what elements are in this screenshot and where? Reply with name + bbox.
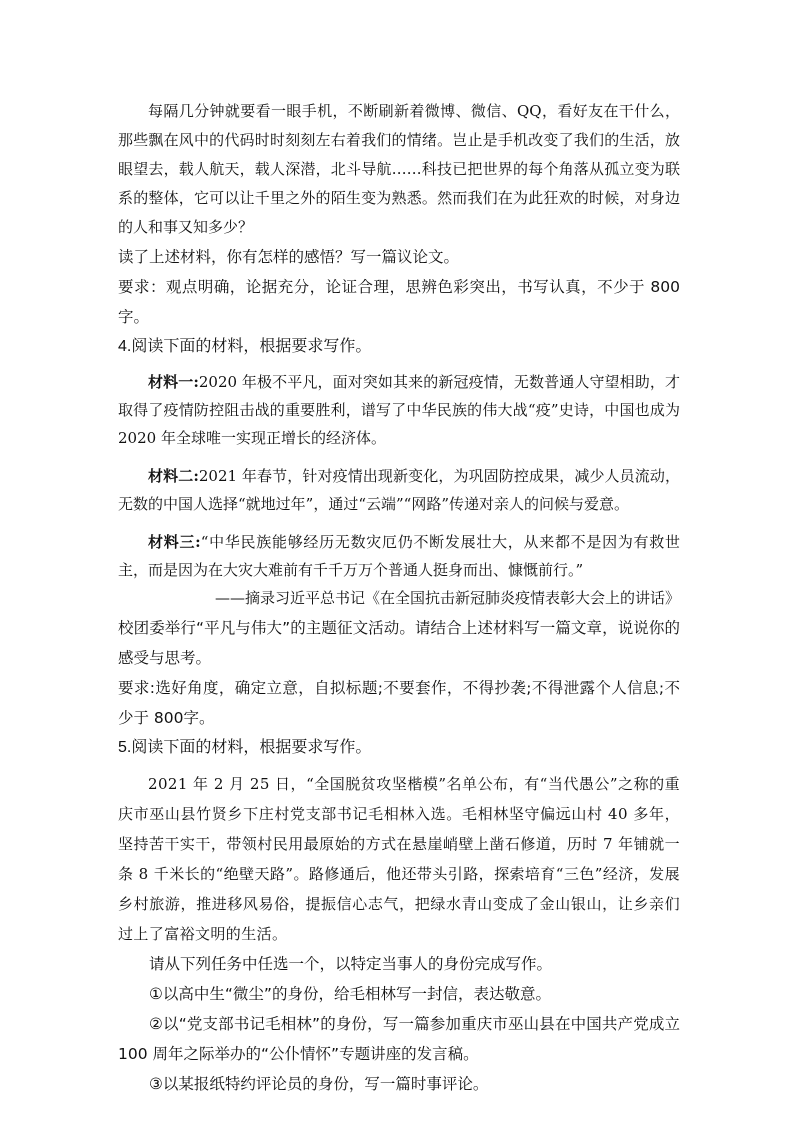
q3-material: 每隔几分钟就要看一眼手机，不断刷新着微博、微信、QQ，看好友在干什么，那些飘在风中的代码时时刻刻左右着我们的情绪。岂止是手机改变了我们的生活，放眼望去，载人航天，载人深潜，北斗导航……科技已把世界的每个角落从孤立变为联系的整体，它可以让千里之外的陌生变为熟悉。然而我们在为此狂欢的时候，对身边的人和事又知多少？: [118, 102, 680, 236]
q4-material-2-text: 2021 年春节，针对疫情出现新变化，为巩固防控成果，减少人员流动，无数的中国人选择“就地过年”，通过“云端”“网路”传递对亲人的问候与爱意。: [118, 467, 680, 513]
q5-heading: 5.阅读下面的材料，根据要求写作。: [118, 739, 372, 756]
q4-material-3-text: “中华民族能够经历无数灾厄仍不断发展壮大，从来都不是因为有救世主，而是因为在大灾大难前有千千万万个普通人挺身而出、慷慨前行。”: [118, 533, 680, 579]
q4-prompt: 校团委举行“平凡与伟大”的主题征文活动。请结合上述材料写一篇文章，说说你的感受与思考。: [118, 619, 680, 667]
q4-material-2: [118, 462, 680, 518]
q4-material-1: [118, 368, 680, 452]
q5-task-3: ③以某报纸特约评论员的身份，写一篇时事评论。: [149, 1075, 489, 1093]
q4-heading: 4.阅读下面的材料，根据要求写作。: [118, 338, 372, 355]
q4-material-3-label: 材料三:: [148, 533, 201, 551]
q5-task-1: ①以高中生“微尘”的身份，给毛相林写一封信，表达敬意。: [149, 985, 551, 1003]
q5-task-intro: 请从下列任务中任选一个，以特定当事人的身份完成写作。: [149, 955, 553, 973]
q5-material: 2021 年 2 月 25 日，“全国脱贫攻坚楷模”名单公布，有“当代愚公”之称的重庆市巫山县竹贤乡下庄村党支部书记毛相林入选。毛相林坚守偏远山村 40 多年，坚持苦干实干，带领村民用最原始的方式在悬崖峭壁上凿石修道，历时 7 年铺就一条 8 千米长的“绝壁天路”。路修通后，他还带头引路，探索培育“三色”经济，发展乡村旅游，推进移风易俗，提振信心志气，把绿水青山变成了金山银山，让乡亲们过上了富裕文明的生活。: [118, 775, 680, 943]
q4-material-1-text: 2020 年极不平凡，面对突如其来的新冠疫情，无数普通人守望相助，才取得了疫情防控阻击战的重要胜利，谱写了中华民族的伟大战“疫”史诗，中国也成为 2020 年全球唯一实现正增长的经济体。: [118, 373, 680, 447]
q5-task-2: ②以“党支部书记毛相林”的身份，写一篇参加重庆市巫山县在中国共产党成立 100 周年之际举办的“公仆情怀”专题讲座的发言稿。: [118, 1015, 680, 1063]
q4-source: ——摘录习近平总书记《在全国抗击新冠肺炎疫情表彰大会上的讲话》: [214, 589, 680, 607]
document-page: [118, 97, 680, 1099]
q4-requirement: 要求:选好角度，确定立意，自拟标题;不要套作，不得抄袭;不得泄露个人信息;不少于 800字。: [118, 679, 680, 727]
q4-material-1-label: 材料一:: [148, 373, 199, 391]
q4-material-2-label: 材料二:: [148, 467, 199, 485]
q3-prompt: 读了上述材料，你有怎样的感悟？写一篇议论文。: [118, 248, 460, 266]
q4-material-3: [118, 528, 680, 584]
q3-requirement: 要求：观点明确，论据充分，论证合理，思辨色彩突出，书写认真，不少于 800字。: [118, 278, 680, 326]
